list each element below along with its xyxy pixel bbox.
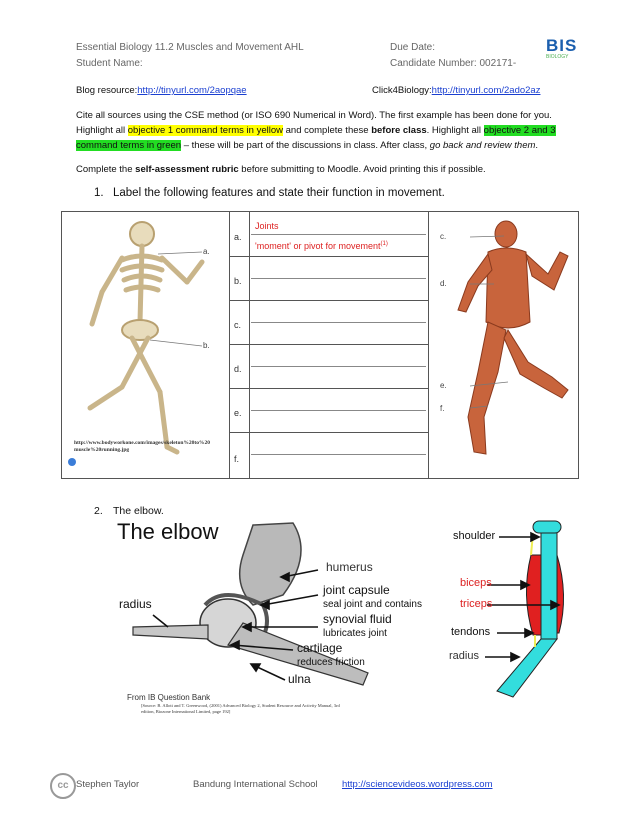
label-radius-right: radius [449,650,479,662]
globe-icon [68,458,76,466]
answer-line [251,234,426,235]
candidate-number: Candidate Number: 002171- [390,58,517,69]
instr-text: Cite all sources using the CSE method (or ISO 690 Numerical in Word). The first example has been done for you. [76,110,552,121]
muscle-label-f: f. [440,404,445,413]
answer-column [229,212,429,478]
label-cartilage-desc: reduces friction [297,657,365,668]
answer-row-f [229,432,428,478]
label-ulna: ulna [288,672,311,686]
shoulder-joint-right [533,521,561,533]
creative-commons-icon: cc [50,773,76,799]
label-shoulder: shoulder [453,530,496,542]
forearm-bone-right [497,639,557,697]
answer-line[interactable] [251,410,426,411]
answer-a-line1[interactable]: Joints [255,221,279,231]
answer-a-text: 'moment' or pivot for movement [255,241,381,251]
highlight-green: command terms in green [76,140,182,151]
skeleton-cell [62,212,230,478]
label-tendons: tendons [451,626,491,638]
muscle-label-d: d. [440,279,447,288]
skeleton-label-a: a. [203,247,210,256]
answer-line[interactable] [251,278,426,279]
logo-text: BIS [546,36,578,55]
footer-school: Bandung International School [193,779,318,790]
skeleton-source: http://www.bodyworkone.com/images/skeleton%20to%20muscle%20running.jpg [74,440,210,453]
instr-text: Highlight all [76,125,128,136]
row-letter: d. [234,364,242,374]
label-joint-capsule-desc: seal joint and contains [323,599,422,610]
answer-line[interactable] [251,366,426,367]
answer-row-a [229,212,428,257]
answer-line[interactable] [251,454,426,455]
skeleton-label-b: b. [203,341,210,350]
triceps-muscle [557,555,564,633]
instructions-paragraph [76,108,566,153]
answer-row-b [229,256,428,301]
row-letter: a. [234,232,242,242]
highlight-green: objective 2 and 3 [483,125,556,136]
blog-resource [76,83,247,98]
answer-row-e [229,388,428,433]
q2-number: 2. [94,505,103,517]
footer-author: Stephen Taylor [76,779,140,790]
humerus-bone-right [541,529,557,639]
biceps-muscle [526,555,541,635]
humerus-bone [240,523,301,605]
c4b-label: Click4Biology: [372,85,432,96]
label-joint-capsule: joint capsule [323,583,390,597]
row-letter: b. [234,276,242,286]
answer-row-c [229,300,428,345]
click4biology-resource [372,83,540,98]
answer-line[interactable] [251,322,426,323]
highlight-yellow: objective 1 command terms in yellow [127,125,283,136]
muscle-figure [428,212,578,478]
label-synovial-fluid: synovial fluid [323,612,392,626]
q2-text: The elbow. [113,505,164,517]
row-letter: e. [234,408,242,418]
row-letter: f. [234,454,240,464]
label-biceps: biceps [460,577,492,589]
elbow-diagram [113,515,583,720]
elbow-title: The elbow [117,519,219,544]
answer-row-d [229,344,428,389]
footer-link[interactable]: http://sciencevideos.wordpress.com [342,779,493,790]
q1-number: 1. [94,187,104,199]
label-cartilage: cartilage [297,641,343,655]
instr-bold: before class [371,125,427,136]
radius-bone [133,625,208,639]
muscle-label-e: e. [440,381,447,390]
citation-ref: (1) [380,241,388,247]
instr-text: – these will be part of the discussions in class. After class, [181,140,430,151]
worksheet-title: Essential Biology 11.2 Muscles and Movement AHL [76,42,304,53]
student-name-label: Student Name: [76,58,143,69]
elbow-source: From IB Question Bank [127,693,211,702]
instr-text: before submitting to Moodle. Avoid printing this if possible. [238,164,486,175]
label-radius-left: radius [119,597,152,611]
logo-subtext: BIOLOGY [546,54,569,60]
instr-text: Complete the [76,164,136,175]
blog-link[interactable]: http://tinyurl.com/2aopqae [137,85,247,96]
label-triceps: triceps [460,598,493,610]
muscle-cell [428,212,578,478]
instr-italic: go back and review them [429,140,536,151]
muscle-label-c: c. [440,232,447,241]
answer-a-line2[interactable] [255,241,388,251]
instr-text: and complete these [282,125,372,136]
instr-bold: self-assessment rubric [135,164,239,175]
bis-logo [546,36,586,72]
due-date-label: Due Date: [390,42,436,53]
q1-text: Label the following features and state their function in movement. [113,187,445,199]
instr-text: . Highlight all [426,125,484,136]
leader-a [158,252,202,254]
label-synovial-desc: lubricates joint [323,628,387,639]
rubric-instruction [76,162,486,177]
c4b-link[interactable]: http://tinyurl.com/2ado2az [431,85,541,96]
blog-label: Blog resource: [76,85,138,96]
row-letter: c. [234,320,242,330]
instr-text: . [535,140,539,151]
leader-b [150,340,202,346]
q1-table [61,211,579,479]
elbow-citation: [Source: B. Allott and T. Greenwood, (2001) Advanced Biology 2, Student Resource and Activity Manual, 3rd edition, Biozone International Limited, page 192] [141,703,340,714]
label-humerus: humerus [326,560,373,574]
